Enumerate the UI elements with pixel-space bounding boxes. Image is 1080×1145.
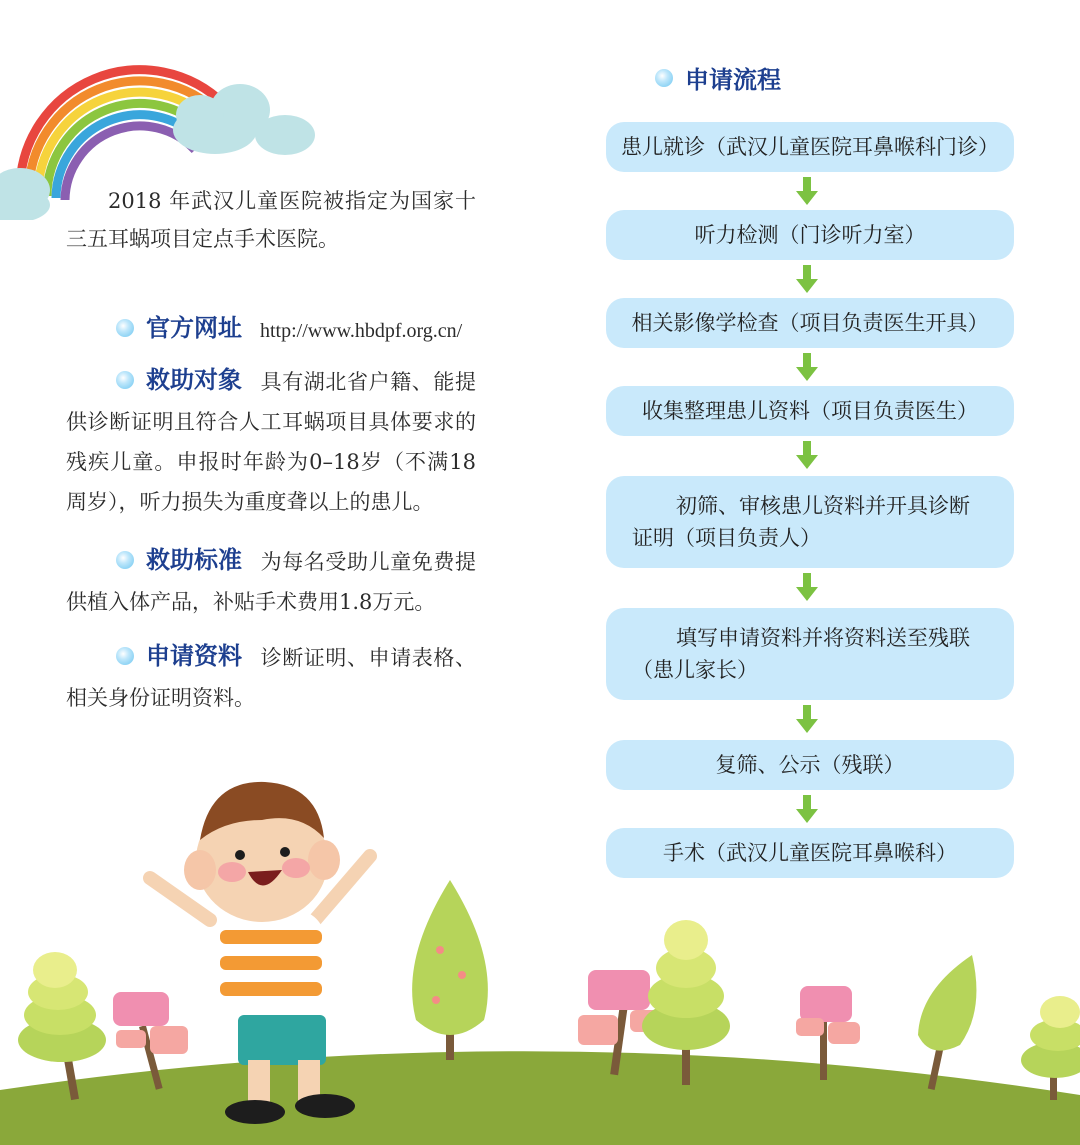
flow-step: 手术（武汉儿童医院耳鼻喉科） xyxy=(606,828,1014,878)
flow-step: 听力检测（门诊听力室） xyxy=(606,210,1014,260)
materials-heading: 申请资料 xyxy=(116,636,242,676)
flow-step: 收集整理患儿资料（项目负责医生） xyxy=(606,386,1014,436)
flow-step: 初筛、审核患儿资料并开具诊断证明（项目负责人） xyxy=(606,476,1014,568)
target-heading: 救助对象 xyxy=(116,360,242,400)
down-arrow-icon xyxy=(794,353,820,383)
down-arrow-icon xyxy=(794,441,820,471)
intro-paragraph: 2018 年武汉儿童医院被指定为国家十三五耳蜗项目定点手术医院。 xyxy=(66,189,476,251)
down-arrow-icon xyxy=(794,705,820,735)
flow-step: 填写申请资料并将资料送至残联（患儿家长） xyxy=(606,608,1014,700)
down-arrow-icon xyxy=(794,265,820,295)
down-arrow-icon xyxy=(794,573,820,603)
flow-step: 复筛、公示（残联） xyxy=(606,740,1014,790)
website-url-link[interactable]: http://www.hbdpf.org.cn/ xyxy=(260,320,463,342)
materials-section xyxy=(66,636,476,718)
bullet-dot-icon xyxy=(116,551,134,569)
bullet-dot-icon xyxy=(116,319,134,337)
bullet-dot-icon xyxy=(116,371,134,389)
bullet-dot-icon xyxy=(116,647,134,665)
target-text: 具有湖北省户籍、能提供诊断证明且符合人工耳蜗项目具体要求的残疾儿童。申报时年龄为0–18岁（不满18周岁），听力损失为重度聋以上的患儿。 xyxy=(66,370,476,514)
standard-heading: 救助标准 xyxy=(116,540,242,580)
landscape-illustration xyxy=(0,760,1080,1145)
target-section xyxy=(66,360,476,522)
bullet-dot-icon xyxy=(655,69,673,87)
materials-text: 诊断证明、申请表格、相关身份证明资料。 xyxy=(66,646,476,710)
down-arrow-icon xyxy=(794,177,820,207)
flow-step: 患儿就诊（武汉儿童医院耳鼻喉科门诊） xyxy=(606,122,1014,172)
standard-text: 为每名受助儿童免费提供植入体产品，补贴手术费用1.8万元。 xyxy=(66,550,476,614)
flow-step: 相关影像学检查（项目负责医生开具） xyxy=(606,298,1014,348)
standard-section xyxy=(66,540,476,622)
website-heading: 官方网址 xyxy=(116,308,242,348)
flow-title: 申请流程 xyxy=(655,60,781,95)
website-section xyxy=(66,308,476,351)
